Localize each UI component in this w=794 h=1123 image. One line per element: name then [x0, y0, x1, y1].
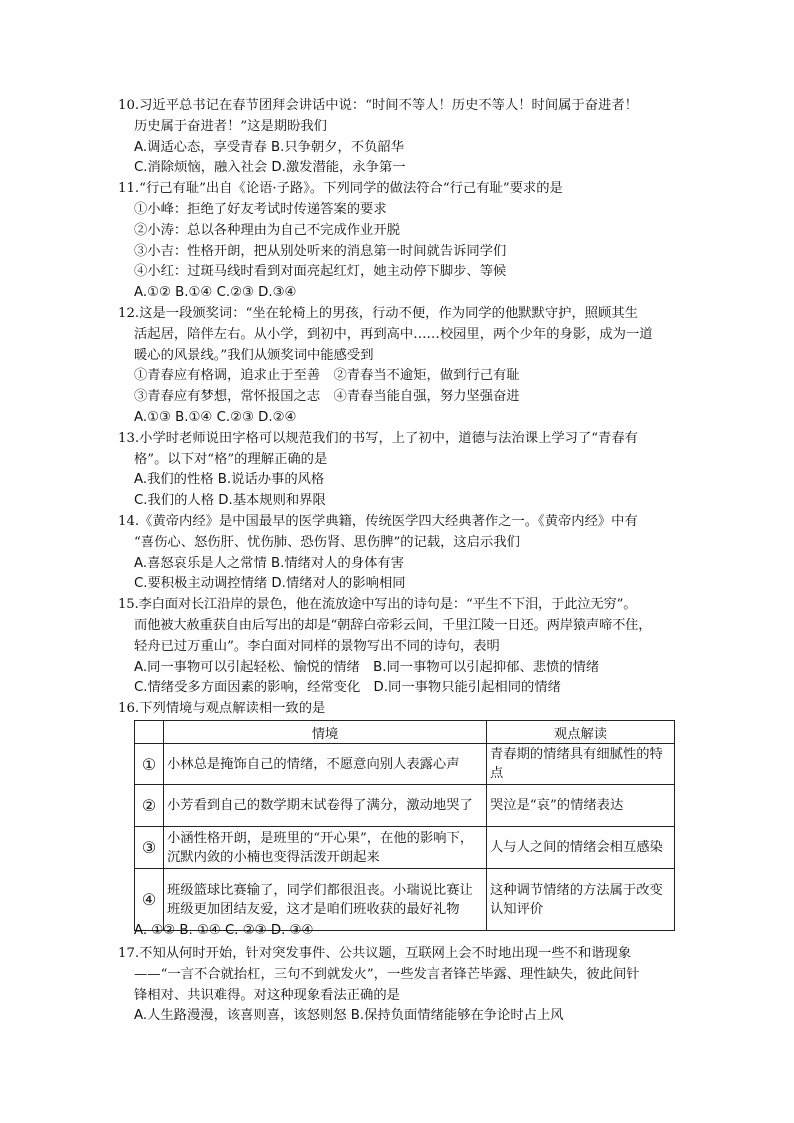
- q17-stem-line1: 17.不知从何时开始，针对突发事件、公共议题，互联网上会不时地出现一些不和谐现象: [118, 946, 632, 961]
- header-view: 观点解读: [487, 721, 675, 744]
- q12-stem-line1: 12.这是一段颁奖词：“坐在轮椅上的男孩，行动不便，作为同学的他默默守护，照顾其生: [118, 305, 638, 321]
- q15-options-ab: A.同一事物可以引起轻松、愉悦的情绪 B.同一事物可以引起抑郁、悲愤的情绪: [134, 659, 600, 675]
- q12-items-line1: ①青春应有格调，追求止于至善 ②青春当不逾矩，做到行己有耻: [134, 368, 520, 384]
- row-view: 青春期的情绪具有细腻性的特点: [487, 744, 675, 785]
- q11-stem: 11.“行己有耻”出自《论语·子路》。下列同学的做法符合“行己有耻”要求的是: [118, 181, 563, 197]
- row-scene: 小芳看到自己的数学期末试卷得了满分，激动地哭了: [164, 785, 487, 827]
- q12-items-line2: ③青春应有梦想，常怀报国之志 ④青春当能自强，努力坚强奋进: [134, 389, 520, 405]
- q13-stem-line1: 13.小学时老师说田字格可以规范我们的书写，上了初中，道德与法治课上学习了“青春有: [118, 430, 638, 446]
- q14-stem-line2: “喜伤心、怒伤肝、忧伤肺、恐伤肾、思伤脾”的记载，这启示我们: [134, 534, 520, 550]
- q15-stem-line3: 轻舟已过万重山”。李白面对同样的景物写出不同的诗句，表明: [134, 638, 500, 654]
- q15-options-cd: C.情绪受多方面因素的影响，经常变化 D.同一事物只能引起相同的情绪: [134, 680, 561, 696]
- q14-options-cd: C.要积极主动调控情绪 D.情绪对人的影响相同: [134, 576, 406, 592]
- q16-stem: 16.下列情境与观点解读相一致的是: [118, 701, 326, 717]
- q15-stem-line1: 15.李白面对长江沿岸的景色，他在流放途中写出的诗句是：“平生不下泪，于此泣无穷”。: [118, 597, 637, 613]
- q17-options-ab: A.人生路漫漫，该喜则喜，该怒则怒 B.保持负面情绪能够在争论时占上风: [134, 1008, 564, 1024]
- q15-stem-line2: 而他被大赦重获自由后写出的却是“朝辞白帝彩云间，千里江陵一日还。两岸猿声啼不住，: [134, 617, 652, 633]
- q12-stem-line2: 活起居，陪伴左右。从小学，到初中，再到高中……校园里，两个少年的身影，成为一道: [134, 326, 653, 342]
- q16-options: A. ①② B. ①④ C. ②③ D. ③④: [134, 923, 314, 938]
- row-scene: 小林总是掩饰自己的情绪，不愿意向别人表露心声: [164, 744, 487, 785]
- q17-stem-line2: ——“一言不合就抬杠，三句不到就发火”，一些发言者锋芒毕露、理性缺失，彼此间针: [134, 966, 640, 982]
- q17-stem-line3: 锋相对、共识难得。对这种现象看法正确的是: [134, 987, 400, 1003]
- row-num: ①: [135, 744, 164, 785]
- row-num: ④: [135, 869, 164, 931]
- q11-item-2: ②小涛：总以各种理由为自己不完成作业开脱: [134, 222, 400, 238]
- q10-options-ab: A.调适心态，享受青春 B.只争朝夕，不负韶华: [134, 139, 405, 155]
- q13-stem-line2: 格”。以下对“格”的理解正确的是: [134, 451, 328, 467]
- q11-options: A.①② B.①④ C.②③ D.③④: [134, 285, 297, 301]
- table-header-row: [135, 721, 675, 744]
- row-view: 人与人之间的情绪会相互感染: [487, 827, 675, 869]
- exam-page: [118, 96, 688, 720]
- q16-table: [134, 720, 675, 931]
- q10-stem-line1: 10.习近平总书记在春节团拜会讲话中说：“时间不等人！历史不等人！时间属于奋进者！: [118, 98, 638, 113]
- table-row: [135, 827, 675, 869]
- header-num: [135, 721, 164, 744]
- q14-stem-line1: 14.《黄帝内经》是中国最早的医学典籍，传统医学四大经典著作之一。《黄帝内经》中有: [118, 513, 638, 529]
- row-scene: 小涵性格开朗，是班里的“开心果”，在他的影响下，沉默内敛的小楠也变得活泼开朗起来: [164, 827, 487, 869]
- q13-options-ab: A.我们的性格 B.说话办事的风格: [134, 472, 325, 488]
- row-view: 哭泣是“哀”的情绪表达: [487, 785, 675, 827]
- q10-options-cd: C.消除烦恼，融入社会 D.激发潜能，永争第一: [134, 160, 406, 176]
- q11-item-4: ④小红：过斑马线时看到对面亮起红灯，她主动停下脚步、等候: [134, 264, 507, 280]
- q13-options-cd: C.我们的人格 D.基本规则和界限: [134, 493, 326, 509]
- q17-block: [118, 944, 688, 1027]
- q16-tail: [134, 921, 694, 942]
- row-view: 这种调节情绪的方法属于改变认知评价: [487, 869, 675, 931]
- row-num: ②: [135, 785, 164, 827]
- header-scene: 情境: [164, 721, 487, 744]
- q10-stem-line2: 历史属于奋进者！”这是期盼我们: [134, 118, 327, 134]
- table-row: [135, 744, 675, 785]
- q11-item-3: ③小吉：性格开朗，把从别处听来的消息第一时间就告诉同学们: [134, 243, 507, 259]
- row-scene: 班级篮球比赛输了，同学们都很沮丧。小瑞说比赛让班级更加团结友爱，这才是咱们班收获的最好礼物: [164, 869, 487, 931]
- q12-stem-line3: 暖心的风景线。”我们从颁奖词中能感受到: [134, 347, 374, 363]
- q12-options: A.①③ B.①④ C.②③ D.②④: [134, 409, 297, 425]
- table-row: [135, 785, 675, 827]
- q14-options-ab: A.喜怒哀乐是人之常情 B.情绪对人的身体有害: [134, 555, 405, 571]
- row-num: ③: [135, 827, 164, 869]
- q11-item-1: ①小峰：拒绝了好友考试时传递答案的要求: [134, 201, 387, 217]
